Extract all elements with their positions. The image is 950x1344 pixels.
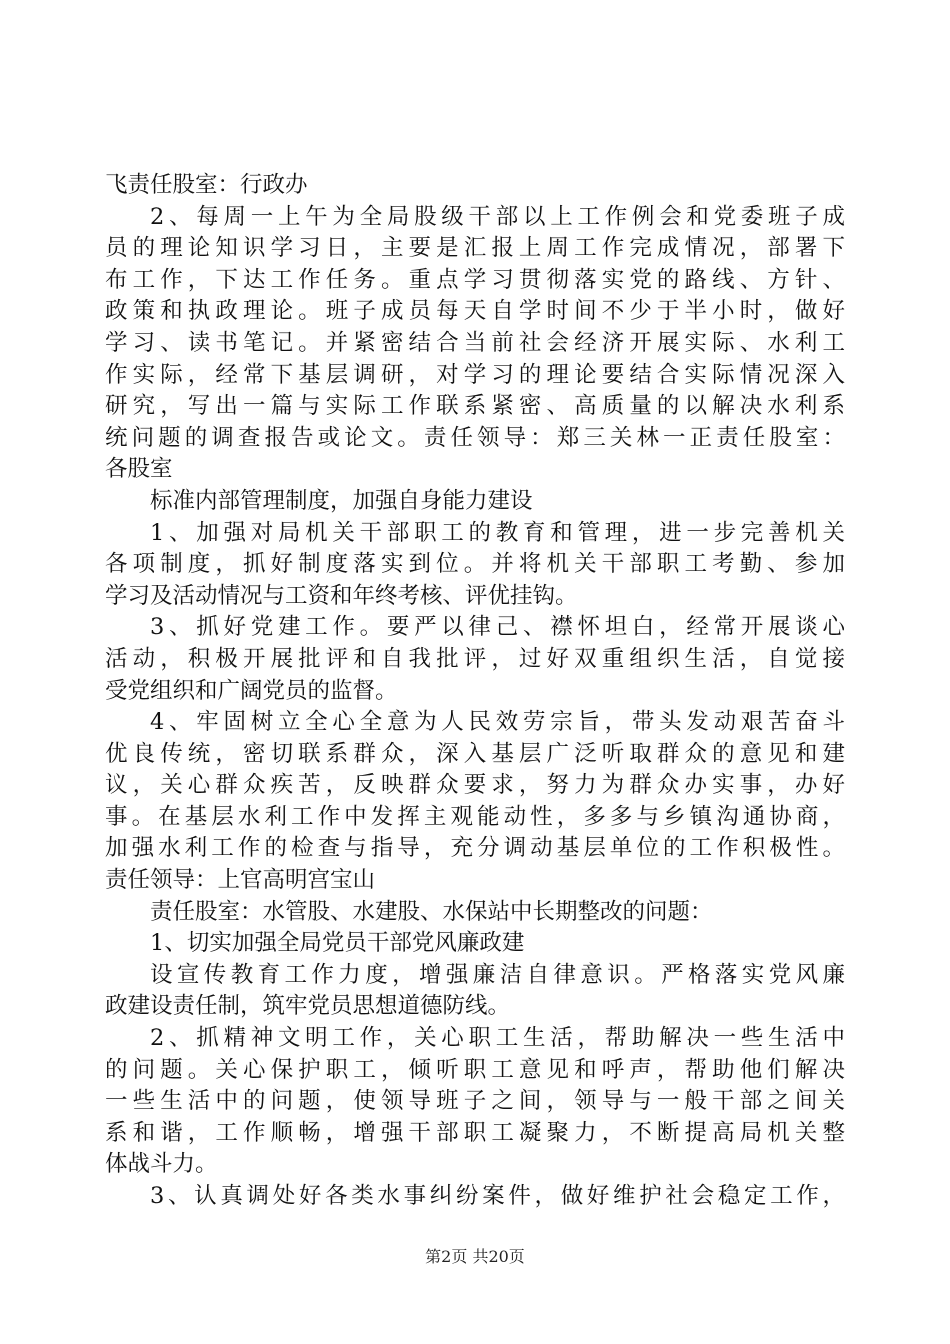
text-line: 学习、读书笔记。并紧密结合当前社会经济开展实际、水利工	[105, 329, 845, 356]
text-line: 2、每周一上午为全局股级干部以上工作例会和党委班子成	[150, 203, 845, 230]
page-number-label: 第2页 共20页	[425, 1247, 525, 1266]
text-line: 政策和执政理论。班子成员每天自学时间不少于半小时，做好	[105, 298, 845, 325]
text-line: 2、抓精神文明工作，关心职工生活，帮助解决一些生活中	[150, 1025, 845, 1052]
text-line: 作实际，经常下基层调研，对学习的理论要结合实际情况深入	[105, 361, 845, 388]
text-line: 加强水利工作的检查与指导，充分调动基层单位的工作积极性。	[105, 835, 845, 862]
document-body	[105, 170, 845, 1213]
text-line: 设宣传教育工作力度，增强廉洁自律意识。严格落实党风廉	[150, 961, 845, 988]
text-line: 责任领导：上官高明宫宝山	[105, 867, 376, 894]
text-line: 1、切实加强全局党员干部党风廉政建	[150, 930, 525, 957]
text-line: 3、认真调处好各类水事纠纷案件，做好维护社会稳定工作，	[150, 1183, 845, 1209]
text-line: 各项制度，抓好制度落实到位。并将机关干部职工考勤、参加	[105, 551, 845, 578]
text-line: 优良传统，密切联系群众，深入基层广泛听取群众的意见和建	[105, 740, 845, 767]
text-line: 布工作，下达工作任务。重点学习贯彻落实党的路线、方针、	[105, 266, 845, 293]
text-line: 受党组织和广阔党员的监督。	[105, 677, 398, 704]
text-line: 4、牢固树立全心全意为人民效劳宗旨，带头发动艰苦奋斗	[150, 709, 845, 736]
text-line: 的问题。关心保护职工，倾听职工意见和呼声，帮助他们解决	[105, 1056, 845, 1083]
text-line: 体战斗力。	[105, 1151, 218, 1178]
text-line: 1、加强对局机关干部职工的教育和管理，进一步完善机关	[150, 519, 845, 546]
text-line: 责任股室：水管股、水建股、水保站中长期整改的问题：	[150, 898, 713, 925]
text-line: 3、抓好党建工作。要严以律己、襟怀坦白，经常开展谈心	[150, 614, 845, 641]
text-line: 统问题的调查报告或论文。责任领导：郑三关林一正责任股室：	[105, 424, 845, 451]
text-line: 政建设责任制，筑牢党员思想道德防线。	[105, 993, 511, 1020]
text-line: 研究，写出一篇与实际工作联系紧密、高质量的以解决水利系	[105, 393, 845, 420]
text-line: 议，关心群众疾苦，反映群众要求，努力为群众办实事，办好	[105, 772, 845, 799]
text-line: 学习及活动情况与工资和年终考核、评优挂钩。	[105, 582, 578, 609]
page-footer	[0, 1244, 950, 1267]
text-line: 一些生活中的问题，使领导班子之间，领导与一般干部之间关	[105, 1088, 845, 1115]
text-line: 员的理论知识学习日，主要是汇报上周工作完成情况，部署下	[105, 235, 845, 262]
text-line: 系和谐，工作顺畅，增强干部职工凝聚力，不断提高局机关整	[105, 1119, 845, 1146]
text-line: 标准内部管理制度，加强自身能力建设	[150, 487, 533, 514]
text-line: 飞责任股室：行政办	[105, 172, 308, 198]
text-line: 各股室	[105, 456, 173, 483]
text-line: 事。在基层水利工作中发挥主观能动性，多多与乡镇沟通协商，	[105, 803, 845, 830]
text-line: 活动，积极开展批评和自我批评，过好双重组织生活，自觉接	[105, 645, 845, 672]
